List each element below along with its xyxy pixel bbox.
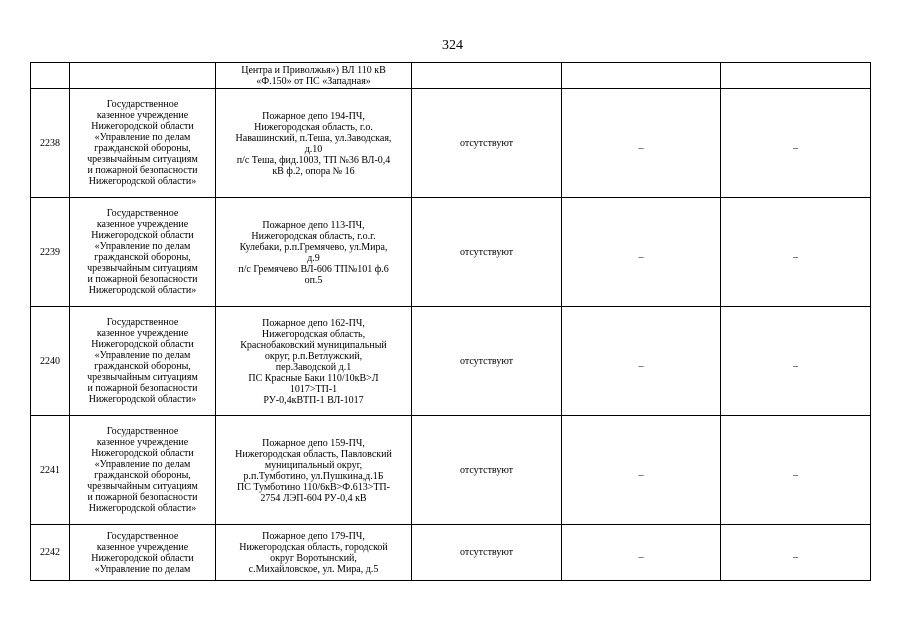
address-cell bbox=[216, 416, 412, 525]
address-cell-line: 1017>ТП-1 bbox=[289, 383, 338, 395]
address-cell-line: п/с Теша, фид.1003, ТП №36 ВЛ-0,4 bbox=[236, 154, 391, 166]
org-cell-lines bbox=[72, 208, 213, 296]
col5-cell bbox=[562, 198, 721, 307]
row-number: 2240 bbox=[31, 307, 70, 416]
org-cell-line: казенное учреждение bbox=[96, 219, 189, 230]
page-number: 324 bbox=[442, 38, 463, 53]
col6-cell bbox=[721, 416, 871, 525]
address-cell-line: Нижегородская область, г.о. bbox=[254, 121, 373, 133]
address-cell-line: округ, р.п.Ветлужский, bbox=[264, 350, 363, 362]
address-cell-line: р.п.Тумботино, ул.Пушкина,д.1Б bbox=[243, 470, 384, 482]
org-cell-line: Нижегородской области bbox=[91, 230, 194, 241]
address-cell-line: Нижегородская область, Павловский bbox=[235, 448, 392, 460]
table-row bbox=[31, 525, 871, 581]
org-cell-line: чрезвычайным ситуациям bbox=[87, 263, 198, 274]
org-cell-line: казенное учреждение bbox=[96, 110, 189, 121]
col5-cell bbox=[562, 63, 721, 89]
address-cell-line: п/с Гремячево ВЛ-606 ТП№101 ф.6 bbox=[238, 263, 389, 275]
org-cell-line: Нижегородской области» bbox=[88, 285, 197, 296]
col6-cell bbox=[721, 307, 871, 416]
org-cell-line: Нижегородской области» bbox=[88, 394, 197, 405]
col6-cell bbox=[721, 63, 871, 89]
address-cell-line: д.9 bbox=[307, 252, 320, 264]
address-cell-line: д.10 bbox=[304, 143, 323, 155]
dash-mark: – bbox=[793, 142, 798, 154]
org-cell bbox=[70, 416, 216, 525]
dash-mark: – bbox=[793, 251, 798, 263]
org-cell-lines bbox=[72, 531, 213, 575]
address-cell-line: Краснобаковский муниципальный bbox=[240, 339, 387, 351]
org-cell-line: чрезвычайным ситуациям bbox=[87, 154, 198, 165]
org-cell-lines bbox=[72, 99, 213, 187]
address-cell-line: кВ ф.2, опора № 16 bbox=[272, 165, 355, 177]
dash-mark: – bbox=[638, 251, 644, 263]
org-cell-line: Нижегородской области bbox=[91, 552, 194, 564]
status-cell: отсутствуют bbox=[412, 198, 562, 307]
address-cell-line: Навашинский, п.Теша, ул.Заводская, bbox=[235, 132, 392, 144]
dash-mark: – bbox=[793, 552, 798, 563]
org-cell-line: «Управление по делам bbox=[94, 241, 191, 252]
address-cell bbox=[216, 198, 412, 307]
address-cell-line: Кулебаки, р.п.Гремячево, ул.Мира, bbox=[239, 241, 388, 253]
address-cell-line: Нижегородская область, городской bbox=[239, 542, 388, 553]
num-cell bbox=[31, 63, 70, 89]
col5-cell bbox=[562, 416, 721, 525]
address-cell-line: Пожарное депо 194-ПЧ, bbox=[262, 110, 365, 122]
address-cell-lines bbox=[218, 317, 409, 406]
org-cell-line: чрезвычайным ситуациям bbox=[87, 372, 198, 383]
org-cell-line: казенное учреждение bbox=[96, 541, 189, 553]
address-cell-line: 2754 ЛЭП-604 РУ-0,4 кВ bbox=[260, 492, 367, 504]
address-cell-lines bbox=[218, 437, 409, 504]
address-cell-line: Пожарное депо 159-ПЧ, bbox=[262, 437, 365, 449]
address-lines bbox=[218, 64, 409, 87]
address-line: Центра и Приволжья») ВЛ 110 кВ bbox=[241, 65, 386, 76]
address-cell-lines bbox=[218, 219, 409, 286]
org-cell-line: и пожарной безопасности bbox=[87, 165, 198, 176]
org-cell-line: «Управление по делам bbox=[94, 132, 191, 143]
org-cell-line: и пожарной безопасности bbox=[87, 274, 198, 285]
address-cell bbox=[216, 63, 412, 89]
address-cell-line: ПС Тумботино 110/6кВ>Ф.613>ТП- bbox=[236, 481, 390, 493]
col5-cell bbox=[562, 525, 721, 581]
org-cell-line: казенное учреждение bbox=[96, 437, 189, 448]
address-cell-line: Пожарное депо 162-ПЧ, bbox=[262, 317, 365, 329]
dash-mark: – bbox=[793, 469, 798, 481]
org-cell-lines bbox=[72, 317, 213, 405]
table-row bbox=[31, 198, 871, 307]
org-cell-line: Нижегородской области» bbox=[88, 503, 197, 514]
col5-cell bbox=[562, 307, 721, 416]
org-cell-line: и пожарной безопасности bbox=[87, 492, 198, 503]
org-cell-line: Нижегородской области bbox=[91, 339, 194, 350]
org-cell-line: Нижегородской области bbox=[91, 121, 194, 132]
status-cell: отсутствуют bbox=[412, 525, 562, 581]
address-cell-lines bbox=[218, 110, 409, 177]
address-cell-line: РУ-0,4кВТП-1 ВЛ-1017 bbox=[263, 394, 364, 406]
address-line: «Ф.150» от ПС «Западная» bbox=[256, 76, 371, 87]
col6-cell bbox=[721, 525, 871, 581]
address-cell-line: Нижегородская область, bbox=[261, 328, 366, 340]
org-cell-line: Нижегородской области» bbox=[88, 176, 197, 187]
row-number: 2238 bbox=[31, 89, 70, 198]
org-cell bbox=[70, 89, 216, 198]
address-cell-line: Нижегородская область, г.о.г. bbox=[251, 230, 376, 242]
dash-mark: – bbox=[638, 360, 644, 372]
address-cell-line: округ Воротынский, bbox=[270, 553, 357, 564]
address-cell bbox=[216, 307, 412, 416]
row-number: 2239 bbox=[31, 198, 70, 307]
org-cell-line: гражданской обороны, bbox=[94, 470, 191, 481]
status-cell: отсутствуют bbox=[412, 416, 562, 525]
org-cell-line: казенное учреждение bbox=[96, 328, 189, 339]
status-cell bbox=[412, 63, 562, 89]
address-cell-line: с.Михайловское, ул. Мира, д.5 bbox=[248, 564, 379, 575]
dash-mark: – bbox=[793, 360, 798, 372]
org-cell-line: чрезвычайным ситуациям bbox=[87, 481, 198, 492]
row-number: 2242 bbox=[31, 525, 70, 581]
org-cell-line: Государственное bbox=[106, 208, 179, 219]
org-cell-line: Государственное bbox=[106, 426, 179, 437]
address-cell-lines bbox=[218, 530, 409, 575]
col5-cell bbox=[562, 89, 721, 198]
address-cell-line: Пожарное депо 113-ПЧ, bbox=[262, 219, 365, 231]
org-cell-line: «Управление по делам bbox=[94, 350, 191, 361]
dash-mark: – bbox=[638, 142, 644, 154]
address-cell-line: Пожарное депо 179-ПЧ, bbox=[262, 531, 365, 542]
col6-cell bbox=[721, 89, 871, 198]
address-cell bbox=[216, 525, 412, 581]
table-row bbox=[31, 307, 871, 416]
address-cell-line: пер.Заводской д.1 bbox=[275, 361, 352, 373]
org-cell bbox=[70, 198, 216, 307]
col6-cell bbox=[721, 198, 871, 307]
status-cell: отсутствуют bbox=[412, 307, 562, 416]
table-row bbox=[31, 89, 871, 198]
row-number: 2241 bbox=[31, 416, 70, 525]
org-cell-line: и пожарной безопасности bbox=[87, 383, 198, 394]
org-cell bbox=[70, 307, 216, 416]
org-cell-line: Нижегородской области bbox=[91, 448, 194, 459]
org-cell-lines bbox=[72, 426, 213, 514]
org-cell-line: Государственное bbox=[106, 99, 179, 110]
org-cell-line: гражданской обороны, bbox=[94, 252, 191, 263]
org-cell-line: «Управление по делам bbox=[94, 563, 191, 575]
continuation-row bbox=[31, 63, 871, 89]
org-cell-line: Государственное bbox=[106, 530, 179, 542]
address-cell-line: оп.5 bbox=[304, 274, 323, 286]
org-cell-line: гражданской обороны, bbox=[94, 143, 191, 154]
register-table bbox=[30, 62, 871, 581]
org-cell-line: «Управление по делам bbox=[94, 459, 191, 470]
address-cell-line: муниципальный округ, bbox=[264, 459, 363, 471]
org-cell-line: Государственное bbox=[106, 317, 179, 328]
dash-mark: – bbox=[638, 469, 644, 481]
table-row bbox=[31, 416, 871, 525]
status-cell: отсутствуют bbox=[412, 89, 562, 198]
address-cell-line: ПС Красные Баки 110/10кВ>Л bbox=[248, 372, 379, 384]
org-cell bbox=[70, 525, 216, 581]
org-cell bbox=[70, 63, 216, 89]
org-cell-line: гражданской обороны, bbox=[94, 361, 191, 372]
address-cell bbox=[216, 89, 412, 198]
dash-mark: – bbox=[638, 552, 644, 563]
